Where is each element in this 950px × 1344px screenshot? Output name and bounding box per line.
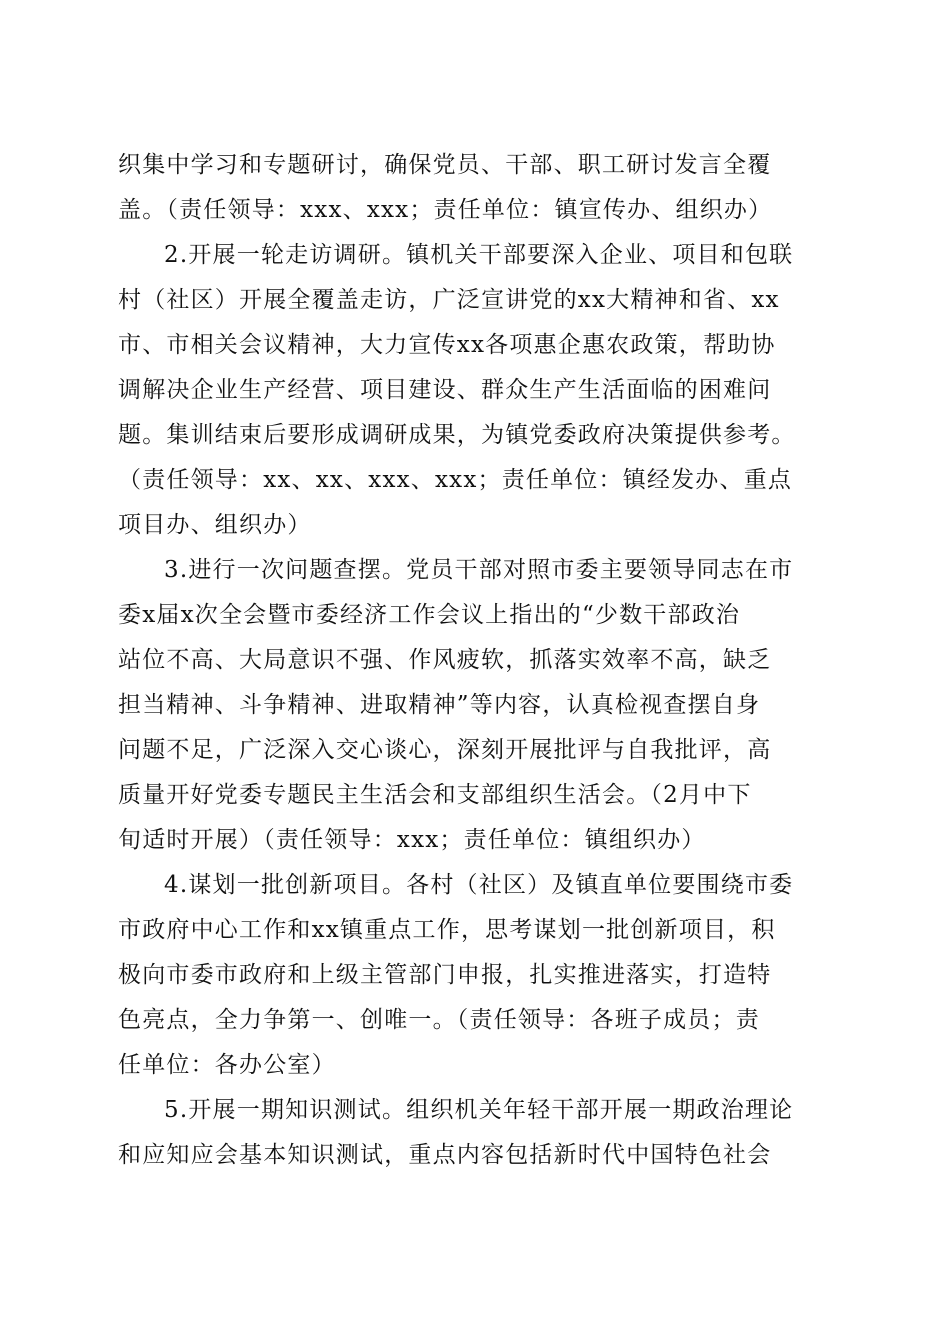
text-line: 调解决企业生产经营、项目建设、群众生产生活面临的困难问 [118, 377, 772, 403]
text-line: 市政府中心工作和xx镇重点工作，思考谋划一批创新项目，积 [118, 917, 776, 943]
text-line: 3.进行一次问题查摆。党员干部对照市委主要领导同志在市 [164, 557, 794, 583]
text-line: 问题不足，广泛深入交心谈心，深刻开展批评与自我批评，高 [118, 737, 772, 763]
paragraph-item-2-visits-research [118, 233, 830, 548]
paragraph-item-5-knowledge-test [118, 1088, 830, 1178]
text-line: 任单位：各办公室） [118, 1052, 336, 1078]
paragraph-continued-study [118, 143, 830, 233]
text-line: 市、市相关会议精神，大力宣传xx各项惠企惠农政策，帮助协 [118, 332, 776, 358]
text-line: 站位不高、大局意识不强、作风疲软，抓落实效率不高，缺乏 [118, 647, 772, 673]
text-line: 织集中学习和专题研讨，确保党员、干部、职工研讨发言全覆 [118, 152, 772, 178]
text-line: 题。集训结束后要形成调研成果，为镇党委政府决策提供参考。 [118, 422, 796, 448]
paragraph-item-3-problem-review [118, 548, 830, 863]
text-line: 2.开展一轮走访调研。镇机关干部要深入企业、项目和包联 [164, 242, 794, 268]
text-line: 村（社区）开展全覆盖走访，广泛宣讲党的xx大精神和省、xx [118, 287, 780, 313]
text-line: 盖。（责任领导：xxx、xxx；责任单位：镇宣传办、组织办） [118, 197, 773, 223]
text-line: 极向市委市政府和上级主管部门申报，扎实推进落实，打造特 [118, 962, 772, 988]
text-line: 质量开好党委专题民主生活会和支部组织生活会。（2月中下 [118, 782, 752, 808]
text-line: 5.开展一期知识测试。组织机关年轻干部开展一期政治理论 [164, 1097, 794, 1123]
text-line: 旬适时开展）（责任领导：xxx；责任单位：镇组织办） [118, 827, 706, 853]
text-line: 项目办、组织办） [118, 512, 312, 538]
text-line: （责任领导：xx、xx、xxx、xxx；责任单位：镇经发办、重点 [118, 467, 793, 493]
text-line: 委x届x次全会暨市委经济工作会议上指出的“少数干部政治 [118, 602, 741, 628]
text-line: 和应知应会基本知识测试，重点内容包括新时代中国特色社会 [118, 1142, 772, 1168]
text-line: 担当精神、斗争精神、进取精神”等内容，认真检视查摆自身 [118, 692, 761, 718]
text-line: 色亮点，全力争第一、创唯一。（责任领导：各班子成员；责 [118, 1007, 760, 1033]
paragraph-item-4-innovation-projects [118, 863, 830, 1088]
text-line: 4.谋划一批创新项目。各村（社区）及镇直单位要围绕市委 [164, 872, 794, 898]
document-body [118, 143, 830, 1178]
